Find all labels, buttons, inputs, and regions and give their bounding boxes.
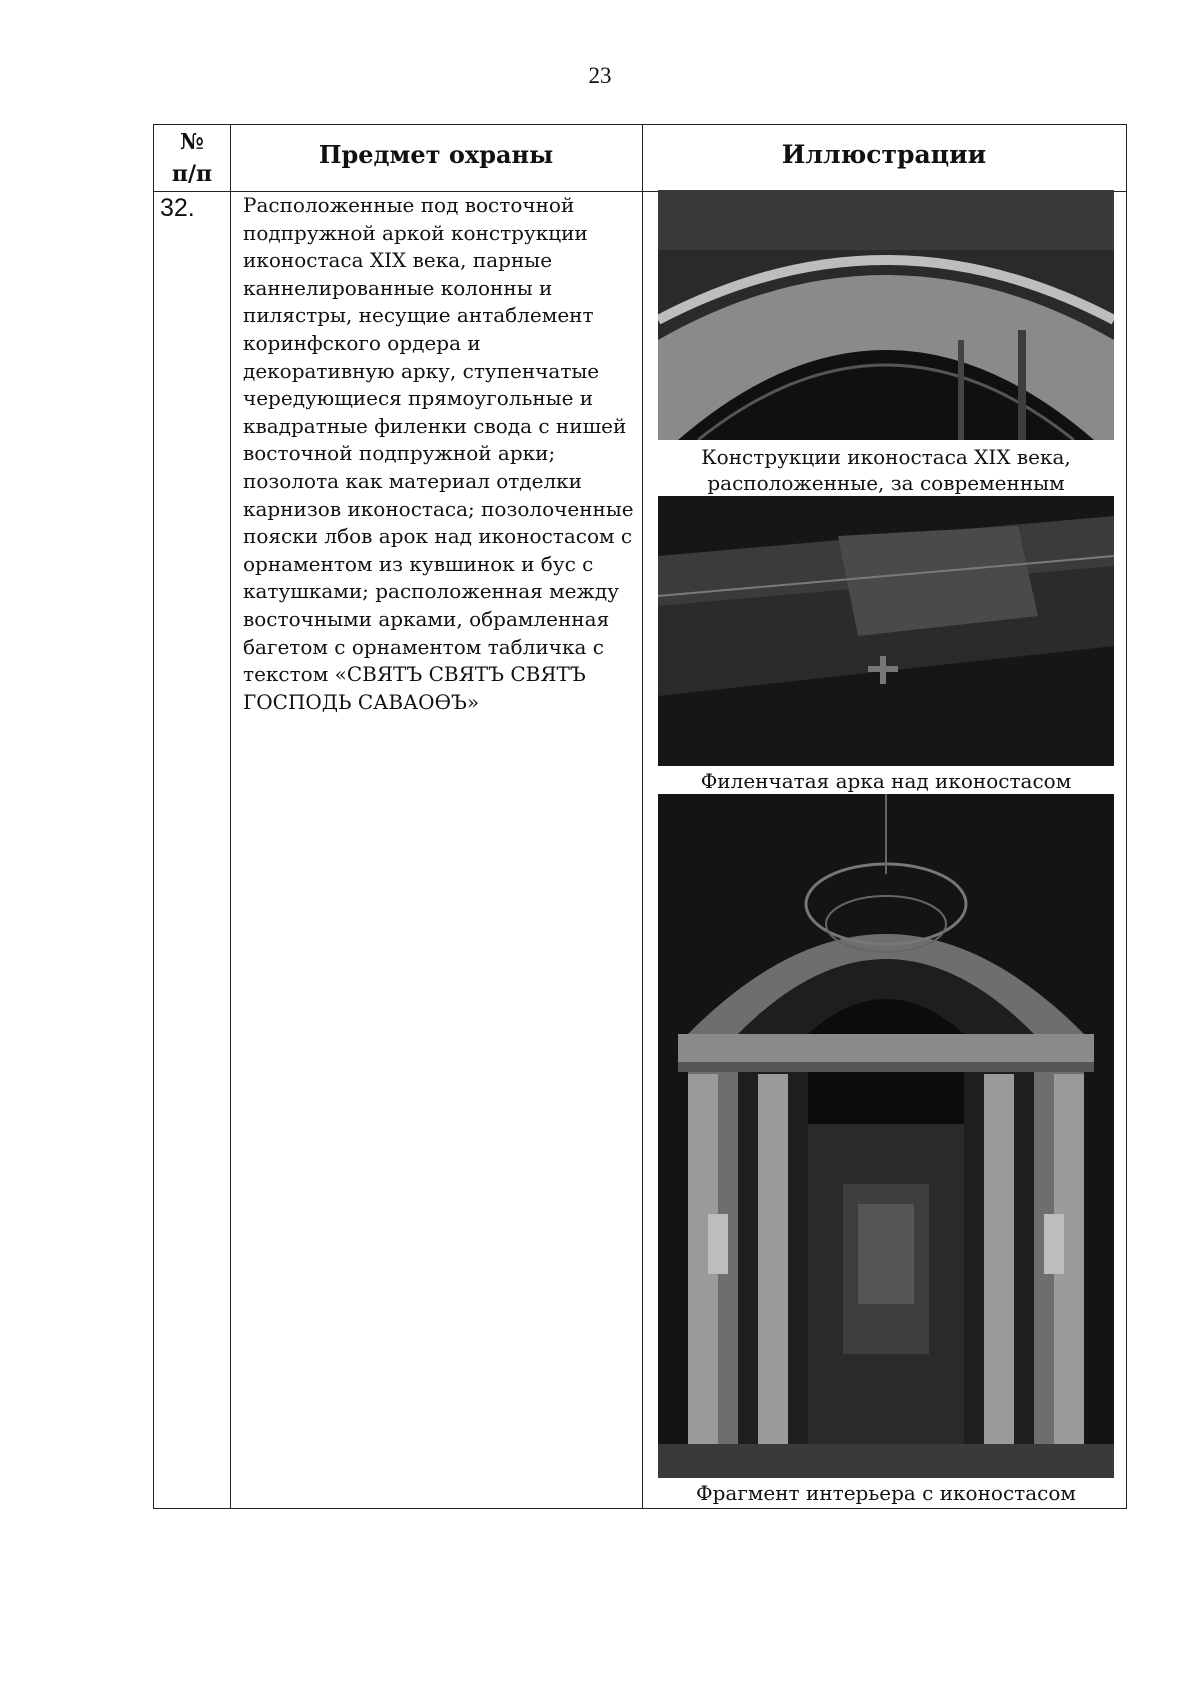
table-border-bottom bbox=[153, 1508, 1127, 1509]
photo-interior-iconostasis bbox=[658, 794, 1114, 1478]
caption-interior-iconostasis: Фрагмент интерьера с иконостасом bbox=[696, 1481, 1076, 1505]
header-number-symbol: № bbox=[180, 129, 204, 155]
header-illustrations: Иллюстрации bbox=[781, 140, 987, 169]
page-number: 23 bbox=[588, 63, 612, 88]
caption-iconostasis-structures: Конструкции иконостаса XIX века, расположенные, за современным bbox=[701, 445, 1071, 495]
caption-paneled-arch: Филенчатая арка над иконостасом bbox=[700, 769, 1072, 793]
table-border-right bbox=[1126, 124, 1127, 1509]
photo-iconostasis-structures bbox=[658, 190, 1114, 440]
photo-paneled-arch bbox=[658, 496, 1114, 766]
header-number-abbr: п/п bbox=[171, 161, 213, 187]
row-number: 32. bbox=[160, 194, 195, 222]
table-border-top bbox=[153, 124, 1127, 125]
header-number bbox=[154, 126, 230, 190]
table-column-divider-1 bbox=[230, 124, 231, 1509]
header-subject: Предмет охраны bbox=[318, 140, 554, 169]
subject-description: Расположенные под восточной подпружной аркой конструкции иконостаса XIX века, парные каннелированные колонны и пилястры, несущие антаблемент коринфского ордера и декоративную арку, ступенчатые чередующиеся прямоугольные и квадратные филенки свода с нишей восточной подпружной арки; позолота как материал отделки карнизов иконостаса; позолоченные пояски лбов арок над иконостасом с орнаментом из кувшинок и бус с катушками; расположенная между восточными арками, обрамленная багетом с орнаментом табличка с текстом «СВЯТЪ СВЯТЪ СВЯТЪ ГОСПОДЬ САВАОѲЪ» bbox=[243, 193, 634, 714]
table-border-left bbox=[153, 124, 154, 1509]
table-column-divider-2 bbox=[642, 124, 643, 1509]
